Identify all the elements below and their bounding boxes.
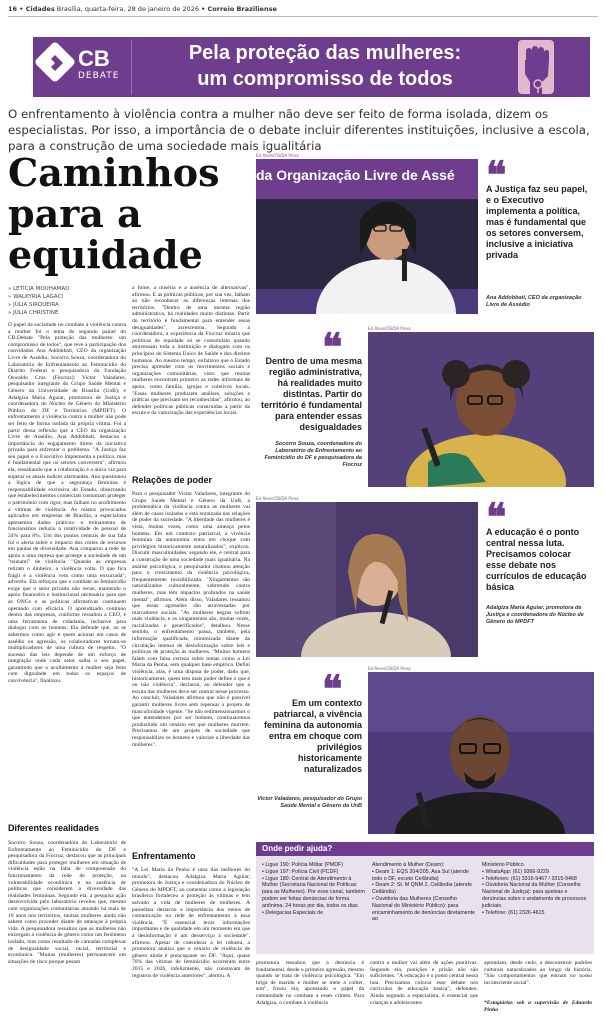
article-headline — [8, 152, 248, 275]
photo-ana-addobbati — [256, 159, 478, 314]
banner-title-line1: Pela proteção das mulheres: — [188, 42, 462, 64]
quote-mark-icon: ❝ — [322, 666, 343, 711]
article-column-4-bottom: contra a mulher vai além de ações punitivas. Segundo ela, punições e prisão não são suficientes. "A educação é o ponto central nessa luta. Precisamos colocar esse debate nos currículos de educação básica", defendeu. Ainda segundo a especialista, é essencial que crianças e adolescentes — [370, 960, 478, 1006]
help-item: • Telefones: (61) 3315-9467 / 3315-9468 — [482, 875, 577, 882]
quote-mark-icon: ❝ — [486, 152, 507, 197]
byline: » LETÍCIA MOUHAMAD — [8, 286, 70, 292]
logo-cb-text: CB — [78, 46, 110, 71]
help-item: • Deam 1: EQS 204/205, Asa Sul (atende todo o DF, exceto Ceilândia) — [372, 868, 469, 882]
article-column-5-bottom: aprendam, desde cedo, a desconstruir padrões culturais naturalizados ao longo da história. "São comportamentos que entram no nosso inconsciente social". — [484, 960, 592, 986]
article-column-1-bottom: Socorro Souza, coordenadora do Laboratório de Enfrentamento ao Feminicídio do DF e pesquisadora da Fiocruz, destacou que as principais dificuldades para proteger mulheres em situação de violência estão na falta de compreensão do funcionamento da rede de proteção, na vulnerabilidade econômica e na ausência de políticas que considerem a diversidade das realidades femininas. Segundo ela, a pesquisa ação desenvolvida pelo laboratório revelou que, mesmo com organizações comunitárias atuando há mais de 10 anos nos territórios, muitas mulheres ainda não sabem como proceder diante de ameaças à própria vida. A pesquisadora ressaltou que as mulheres não enxergam a violência de gênero como um fenômeno isolado, mas como resultado de camadas complexas de desigualdade social, racial, territorial e econômica. "Muitas (mulheres) permanecem em situações de risco porque pesam — [8, 840, 126, 965]
help-column-1 — [262, 862, 366, 916]
photo-victor-valadares — [368, 672, 594, 834]
quote-author-adalgiza: Adalgiza Maria Aguiar, promotora de Justiça e coordenadora do Núcleo de Gênero do MPDFT — [486, 605, 584, 625]
article-column-2-mid: Para o pesquisador Victor Valadares, integrante do Grupo Saúde Mental e Gênero da UnB, a problemática da violência contra as mulheres vai além de casos isolados e está enraizada nas relações de poder da sociedade. "A liberdade das mulheres é vista, muitas vezes, como uma ameaça pelos homens. Em um contexto patriarcal, a vivência feminina da autonomia entra em choque com privilégios historicamente naturalizados", explicou. Discutir masculinidades, segundo ele, é central para a construção de uma sociedade mais igualitária. Na análise psicológica, o pesquisador chamou atenção para o crescimento da violência psicológica, frequentemente invisibilizada. "Xingamentos são naturalizados culturalmente, sobretudo contra mulheres, mas têm impactos profundos na saúde mental", afirmou. Além disso, Valadares ressaltou que essas agressões são atravessadas por marcadores sociais. "As mulheres negras sofrem mais violência, e os xingamentos são, muitas vezes, racializados e generificados", detalhou. Nesse sentido, o enfrentamento passa, também, pela informação qualificada, minimizada diante da circulação intensa de desinformação sobre leis e políticas de proteção às mulheres. "Muitos homens falam com falsa certeza sobre temas como a Lei Maria da Penha, sem qualquer base empírica. Defini violência, alás, é uma disputa de poder, dado que, historicamente, quem tem mais poder define o que é ou não violência", declarou, ao defender que a escuta das mulheres deve ser central nesse processo. Ao concluir, Valadares afirmou que não é possível garantir mulheres livres sem repensar o projeto de masculinidade vigente. "Se não redimensionarmos o que entendemos por ser homem, continuaremos produzindo um cenário em que mulheres morrem. Precisamos de um projeto de sociedade que responsabilize os homens e valorize a liberdade das mulheres". — [132, 491, 250, 748]
help-item: • Ligue 180: Central de Atendimento à Mulher (Secretaria Nacional de Políticas para as Mulheres). Por esse canal, também podem ser feitas denúncias de forma anônima, 24 horas por dia, todos os dias. — [262, 875, 365, 909]
help-box-title: Onde pedir ajuda? — [256, 842, 594, 856]
banner-title — [140, 40, 510, 92]
help-item: • Ouvidoria das Mulheres (Conselho Nacional do Ministério Público): para encaminhamento de denúncias diretamente ao — [372, 895, 476, 923]
trainee-note: *Estagiárias sob a supervisão de Eduardo Pinho — [484, 1000, 592, 1013]
help-item: • Ligue 197: Polícia Civil (PCDF) — [262, 868, 339, 875]
quote-victor: Em um contexto patriarcal, a vivência feminina da autonomia entra em choque com privilégios historicamente naturalizados — [263, 698, 362, 774]
photo-socorro-souza — [368, 332, 594, 487]
dateline: Brasília, quarta-feira, 28 de janeiro de 2026 — [56, 5, 200, 13]
bylines — [8, 285, 128, 317]
help-item: • Telefone: (61) 2326-4615 — [482, 909, 545, 916]
headline-line: equidade — [8, 232, 203, 277]
subhead-diferentes-realidades: Diferentes realidades — [8, 823, 100, 833]
subhead-relacoes-de-poder: Relações de poder — [132, 475, 213, 485]
help-item: • WhatsApp: (61) 9366-9229 — [482, 868, 549, 875]
photo-adalgiza-aguiar — [256, 502, 478, 657]
newspaper-name: • Correio Braziliense — [201, 5, 277, 13]
help-item: • Delegacias Especiais de — [262, 909, 324, 916]
quote-mark-icon: ❝ — [486, 494, 507, 539]
help-item: • Ouvidoria Nacional da Mulher (Conselho Nacional de Justiça): para queixas e denúncias sobre o andamento de processos judiciais. — [482, 882, 587, 909]
photo-credit: Ed Alves/CB/DA Press — [256, 153, 299, 158]
quote-author-ana: Ana Addobbati, CEO da organização Livre de Assédio — [486, 295, 582, 308]
logo-debate-text: DEBATE — [78, 71, 120, 81]
byline: » WALKYRIA LAGACI — [8, 294, 64, 300]
photo-credit: Ed Alves/CB/DA Press — [368, 326, 411, 331]
quote-socorro: Dentro de uma mesma região administrativa, há realidades muito distintas. Partir do território é fundamental para entender essas desigualdades — [260, 356, 362, 432]
page-header — [8, 5, 598, 17]
page-section: 16 • Cidades — [8, 5, 55, 13]
subhead-enfrentamento: Enfrentamento — [132, 851, 196, 861]
photo-background-text: da Organização Livre de Assé — [256, 167, 455, 183]
quote-author-socorro: Socorro Souza, coordenadora do Laboratório de Enfrentamento ao Feminicídio do DF e pesquisadora da Fiocruz — [264, 441, 362, 468]
quote-ana: A Justiça faz seu papel, e o Executivo implementa a política, mas é fundamental que os setores conversem, inclusive a iniciativa privada — [486, 184, 588, 260]
help-item: Ministério Público. — [482, 862, 525, 868]
quote-author-victor: Victor Valadares, pesquisador do Grupo Saúde Mental e Gênero da UnB — [257, 796, 362, 809]
article-column-2: a fome, a miséria e a ausência de alternativas", afirmou. E as políticas públicas, por sua vez, falham ao não reconhecer as diferenças internas dos territórios. "Dentro de uma mesma região administrativa, há realidades muito distintas. Partir do território é fundamental para entender essas desigualdades", acrescentou. Segundo a coordenadora, a experiência da Fiocruz mostra que políticas de equidade só se consolidam quando atravessam toda a instituição e dialogam com os princípios do Sistema Único de Saúde e dos direitos humanos. Ao mesmo tempo, enfatizou que o Estado precisa aprender com os movimentos sociais e organizações comunitárias, visto que muitas mulheres encontram primeiro as redes informais de apoio, como família, igrejas e coletivos locais. "Essas mulheres produzem análises, soluções e práticas que precisam ser reconhecidas", afirmou, ao defender políticas públicas construídas a partir da escuta e da valorização das experiências locais. — [132, 285, 250, 417]
help-column-3 — [482, 862, 590, 916]
article-column-2-bottom: "A Lei Maria da Penha é uma das melhores do mundo", destacou Adalgiza Maria Aguiar, promotora de Justiça e coordenadora do Núcleo de Gênero do MPDFT, ao comentar como a legislação brasileira fortaleceu a proteção às vítimas e tem salvado a vida de mulheres de mulheres. A painelista destacou a importância dos meios de comunicação na rede de enfrentamento à essa violência. "É essencial levar informações importantes e de qualidade em um momento em que a desinformação é um desserviço à sociedade", afirmou. Apesar de considerar a lei robusta, a promotora analisa que o cenário de violência de gênero ainda é preocupante no DF. "Aqui, quase 70% das vítimas de feminicídio ocorreram entre 2015 e 2026, infelizmente, não constavam de registros de violência anteriores", alertou. A — [132, 867, 250, 979]
help-item: • Deam 2: St. M QNM 2, Ceilândia (atende Ceilândia) — [372, 882, 472, 896]
article-column-1: O papel da sociedade no combate à violência contra a mulher foi o tema do segundo painel do CB.Debate "Pela proteção das mulheres: um compromisso de todos", que teve a participação dos convidados Ana Addobbati, CEO da organização Livre de Assédio; Socorro Souza, coordenadora do Laboratório de Enfrentamento ao Feminicídio do Distrito Federal e pesquisadora da Fundação Oswaldo Cruz (Fiocruz); Victor Valadares, pesquisador integrante do Grupo Saúde Mental e Gênero da Universidade de Brasília (UnB); e Adalgiza Maria Aguiar, promotora de Justiça e coordenadora do Núcleo de Gênero do Ministério Público do DF e Territórios (MPDFT). O enfrentamento à violência contra a mulher não pode ser feito de forma isolada da própria vítima. Foi a partir dessa reflexão que a CEO da organização Livre de Assédio, Ana Addobbati, destacou a importância do engajamento direto da iniciativa privada para enfrentar o problema. "A Justiça faz seu papel e o Executivo implementa a política, mas é fundamental que os setores conversem", afirmou ela, ressaltando que a colaboração é a única via para superar os atuais índices alarmantes. Ana questionou a lógica de que a segurança feminina é responsabilidade exclusiva do Estado, observando que estabelecimentos comerciais costumam proteger o patrimônio com rigor, mas falham no acolhimento a vítimas de violência. As relatos provocados aplicados em empresas de Brasília, a especialista apresentou dados práticos: o treinamento de funcionários reduziu a rotatividade de pessoal de 24% para 8%. Um dos pontos centrais de sua fala foi o alerta sobre o impacto dos cortes de recursos em pautas de diversidade. Ana comparou a rede de apoio a uma represa que protege a sociedade de um "tsunami" de violência. "Quando as empresas retiram o dinheiro, a violência volta. O que fica frágil é a violência vem como uma enxurrada", advertiu. Ela reforçou que o combate ao feminicídio exige que o setor privado não recue, mantendo o apoio financeiro e institucional necessário para que as ONGs e as políticas afirmativas continuem operando com eficácia. O aprendizado contínuo dentro das empresas, conforme ressaltou a CEO, é uma ferramenta de cidadania, inclusive para dialogar com os homens. Ela defende que, ao se sabermos como agir e quem acionar em casos de assédio ou agressão, os colaboradores tornam-se multiplicadores de uma cultura de respeito. "O sucesso das leis depende de um esforço de integração onde cada setor saiba o seu papel, garantindo que o acolhimento à mulher seja feito com dignidade em todos os espaços de convivência", finalizou. — [8, 322, 126, 685]
quote-adalgiza: A educação é o ponto central nessa luta. Precisamos colocar esse debate nos currículos de educação básica — [486, 527, 587, 592]
headline-line: Caminhos — [8, 150, 220, 195]
byline: » JÚLIA CHRISTINE — [8, 310, 59, 316]
help-item: Atendimento à Mulher (Deam): — [372, 862, 445, 868]
quote-mark-icon: ❝ — [322, 324, 343, 369]
cb-logo-mark-icon — [44, 52, 66, 74]
lede-paragraph: O enfrentamento à violência contra a mulher não deve ser feito de forma isolada, dizem os especialistas. Por isso, a importância de o debate incluir diferentes instituições, inclusive a escola, para a construção de uma sociedade mais igualitária — [8, 107, 590, 153]
raised-fist-icon — [512, 38, 560, 96]
photo-credit: Ed Alves/CB/DA Press — [368, 666, 411, 671]
banner-title-line2: um compromisso de todos — [197, 68, 453, 90]
photo-credit: Ed Alves/CB/DA Press — [256, 496, 299, 501]
help-item: • Ligue 190: Polícia Militar (PMDF) — [262, 862, 344, 868]
article-column-3-bottom: promotora ressaltou que a denúncia é fundamental, desde o primeiro agressão, mesmo quando se trata de violência psicológica. "Em briga de marido e mulher se mete a colher, sim", frisou ela, apontando o papel da comunidade no combate a esses crimes. Para Adalgiza, o combate à violência — [256, 960, 364, 1006]
headline-line: para a — [8, 191, 142, 236]
help-column-2 — [372, 862, 476, 923]
byline: » JÚLIA SIRQUEIRA — [8, 302, 59, 308]
